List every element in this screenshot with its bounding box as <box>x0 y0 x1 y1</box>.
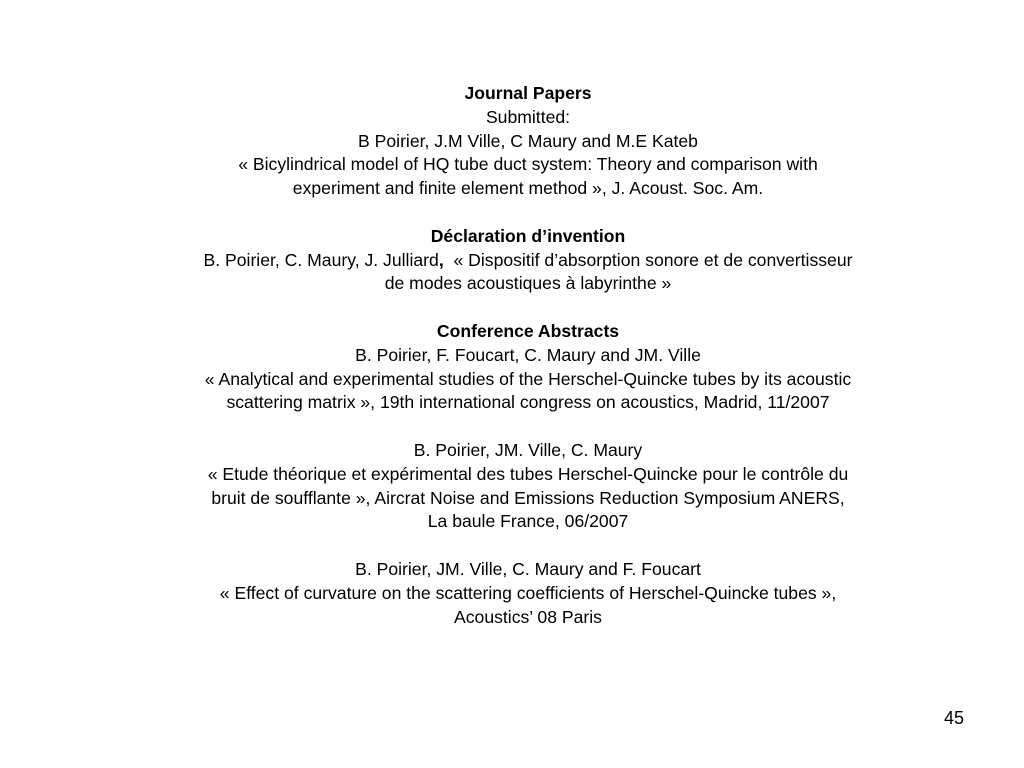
conference-entry-authors: B. Poirier, F. Foucart, C. Maury and JM. Ville <box>355 344 701 365</box>
invention-section <box>150 225 906 296</box>
journal-authors: B Poirier, J.M Ville, C Maury and M.E Kateb <box>358 130 698 151</box>
conference-entry-line: « Analytical and experimental studies of the Herschel-Quincke tubes by its acoustic <box>204 368 852 389</box>
entry-spacer <box>150 415 906 439</box>
conference-entry-line: Acoustics’ 08 Paris <box>454 606 602 627</box>
journal-papers-heading: Journal Papers <box>464 83 592 103</box>
conference-entry <box>150 344 906 415</box>
conference-entry-authors: B. Poirier, JM. Ville, C. Maury and F. Foucart <box>355 558 701 579</box>
conference-entry-authors: B. Poirier, JM. Ville, C. Maury <box>413 439 643 460</box>
journal-status: Submitted: <box>485 106 571 127</box>
conference-entry-line: bruit de soufflante », Aircrat Noise and Emissions Reduction Symposium ANERS, <box>211 487 845 508</box>
invention-line-1 <box>150 249 906 273</box>
conference-entry <box>150 439 906 534</box>
section-spacer <box>150 201 906 225</box>
invention-authors: B. Poirier, C. Maury, J. Julliard <box>203 249 439 270</box>
invention-title-line-2: de modes acoustiques à labyrinthe » <box>384 273 672 294</box>
conference-entry-line: scattering matrix », 19th international congress on acoustics, Madrid, 11/2007 <box>226 392 830 413</box>
conference-entry-line: La baule France, 06/2007 <box>427 511 629 532</box>
journal-papers-section <box>150 82 906 201</box>
publication-list <box>150 82 906 629</box>
entry-spacer <box>150 534 906 558</box>
journal-title-line-1: « Bicylindrical model of HQ tube duct system: Theory and comparison with <box>238 154 818 175</box>
conference-entry-line: « Effect of curvature on the scattering coefficients of Herschel-Quincke tubes », <box>219 582 837 603</box>
conference-heading: Conference Abstracts <box>436 320 620 341</box>
section-spacer <box>150 296 906 320</box>
invention-heading: Déclaration d’invention <box>430 225 626 246</box>
conference-section <box>150 320 906 629</box>
conference-entry-line: « Etude théorique et expérimental des tubes Herschel-Quincke pour le contrôle du <box>207 463 849 484</box>
page-number: 45 <box>943 708 964 728</box>
conference-entry <box>150 558 906 629</box>
invention-separator: , <box>438 249 444 270</box>
journal-title-line-2: experiment and finite element method », J. Acoust. Soc. Am. <box>292 178 764 199</box>
invention-title-start: « Dispositif d’absorption sonore et de convertisseur <box>453 249 853 270</box>
